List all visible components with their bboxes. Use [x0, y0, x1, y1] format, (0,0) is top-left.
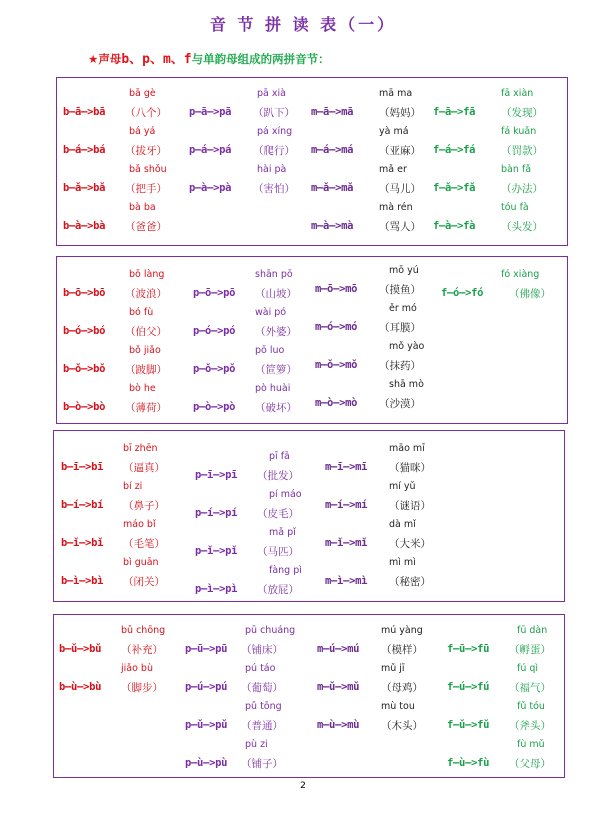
pinyin-label: pù zi	[245, 739, 268, 750]
example-word: （抹药）	[379, 360, 421, 372]
example-word: （发现）	[501, 107, 543, 119]
spelling-formula: p—ó—>pó	[193, 325, 236, 337]
pinyin-label: tóu fà	[501, 202, 529, 213]
example-word: （葡萄）	[241, 682, 283, 694]
page-number: 2	[300, 781, 306, 791]
spelling-formula: b—ī—>bī	[61, 461, 104, 473]
pinyin-label: pā xià	[257, 88, 286, 99]
pinyin-label: bō làng	[129, 269, 165, 280]
pinyin-label: fàng pì	[269, 565, 302, 576]
subtitle-initials: b、p、m、f	[121, 52, 192, 67]
pinyin-label: fù mǔ	[517, 739, 545, 750]
pinyin-label: pī fā	[269, 451, 290, 462]
spelling-formula: f—ó—>fó	[441, 287, 484, 299]
example-word: （沙漠）	[379, 398, 421, 410]
example-word: （鼻子）	[123, 500, 165, 512]
example-word: （脚步）	[121, 682, 163, 694]
example-word: （伯父）	[125, 326, 167, 338]
spelling-formula: f—à—>fà	[433, 220, 476, 232]
spelling-formula: p—ǒ—>pǒ	[193, 363, 236, 375]
pinyin-label: bǒ jiǎo	[129, 345, 161, 356]
example-word: （波浪）	[125, 288, 167, 300]
spelling-formula: p—ì—>pì	[195, 583, 238, 595]
spelling-formula: f—ǔ—>fǔ	[447, 719, 490, 731]
pinyin-label: fú qì	[517, 663, 539, 674]
spelling-formula: m—ì—>mì	[325, 575, 368, 587]
example-word: （妈妈）	[379, 107, 421, 119]
example-word: （大米）	[389, 538, 431, 550]
pinyin-label: dà mǐ	[389, 519, 416, 530]
spelling-formula: p—ù—>pù	[185, 757, 228, 769]
spelling-formula: m—í—>mí	[325, 499, 368, 511]
example-word: （跛脚）	[125, 364, 167, 376]
spelling-formula: m—ǔ—>mǔ	[317, 681, 360, 693]
example-word: （爬行）	[253, 145, 295, 157]
example-word: （破坏）	[255, 402, 297, 414]
example-word: （斧头）	[509, 720, 551, 732]
spelling-formula: b—í—>bí	[61, 499, 104, 511]
pinyin-label: mù tou	[381, 701, 415, 712]
pinyin-label: bī zhēn	[123, 443, 158, 454]
pinyin-label: shān pō	[255, 269, 293, 280]
example-word: （外婆）	[255, 326, 297, 338]
example-word: （爸爸）	[125, 221, 167, 233]
example-word: （批发）	[257, 470, 299, 482]
spelling-formula: b—ò—>bò	[63, 401, 106, 413]
example-word: （罚款）	[501, 145, 543, 157]
pinyin-label: pí máo	[269, 489, 302, 500]
example-word: （拔牙）	[125, 145, 167, 157]
pinyin-label: bì guān	[123, 557, 159, 568]
pinyin-label: bā gè	[129, 88, 156, 99]
pinyin-label: pū chuáng	[245, 625, 296, 636]
example-word: （害怕）	[253, 183, 295, 195]
example-word: （父母）	[509, 758, 551, 770]
spelling-formula: m—à—>mà	[311, 220, 354, 232]
example-word: （摸鱼）	[379, 284, 421, 296]
example-word: （亚麻）	[379, 145, 421, 157]
spelling-formula: m—ú—>mú	[317, 643, 360, 655]
example-word: （耳膜）	[379, 322, 421, 334]
spelling-formula: m—ī—>mī	[325, 461, 368, 473]
pinyin-label: pá xíng	[257, 126, 293, 137]
spelling-formula: f—á—>fá	[433, 144, 476, 156]
pinyin-label: bá yá	[129, 126, 156, 137]
example-word: （八个）	[125, 107, 167, 119]
pinyin-label: mǔ jī	[381, 663, 405, 674]
pinyin-label: ěr mó	[389, 303, 417, 314]
spelling-formula: m—ǒ—>mǒ	[315, 359, 358, 371]
example-word: （孵蛋）	[509, 644, 551, 656]
spelling-formula: p—ā—>pā	[189, 106, 232, 118]
spelling-formula: m—ǎ—>mǎ	[311, 182, 354, 194]
example-word: （骂人）	[379, 221, 421, 233]
example-word: （母鸡）	[381, 682, 423, 694]
spelling-formula: p—í—>pí	[195, 507, 238, 519]
spelling-formula: p—ú—>pú	[185, 681, 228, 693]
spelling-formula: b—ó—>bó	[63, 325, 106, 337]
spelling-formula: p—á—>pá	[189, 144, 232, 156]
pinyin-label: mǎ er	[379, 164, 407, 175]
pinyin-label: bó fù	[129, 307, 154, 318]
pinyin-label: mǎ pǐ	[269, 527, 296, 538]
pinyin-label: bà ba	[129, 202, 156, 213]
syllable-table-1	[56, 77, 568, 246]
pinyin-label: máo bǐ	[123, 519, 156, 530]
spelling-formula: m—ó—>mó	[315, 321, 358, 333]
example-word: （闭关）	[123, 576, 165, 588]
example-word: （趴下）	[253, 107, 295, 119]
pinyin-label: mì mì	[389, 557, 416, 568]
pinyin-label: wài pó	[255, 307, 287, 318]
pinyin-label: bǔ chōng	[121, 625, 166, 636]
example-word: （笸箩）	[255, 364, 297, 376]
example-word: （普通）	[241, 720, 283, 732]
spelling-formula: f—ù—>fù	[447, 757, 490, 769]
pinyin-label: yà má	[379, 126, 409, 137]
spelling-formula: b—à—>bà	[63, 220, 106, 232]
pinyin-label: bàn fǎ	[501, 164, 532, 175]
example-word: （毛笔）	[123, 538, 165, 550]
spelling-formula: p—ū—>pū	[185, 643, 228, 655]
example-word: （铺子）	[241, 758, 283, 770]
pinyin-label: hài pà	[257, 164, 287, 175]
pinyin-label: māo mī	[389, 443, 425, 454]
pinyin-label: pú táo	[245, 663, 276, 674]
section-subtitle	[88, 48, 330, 67]
pinyin-label: fǔ tóu	[517, 701, 545, 712]
spelling-formula: b—ì—>bì	[61, 575, 104, 587]
spelling-formula: f—ū—>fū	[447, 643, 490, 655]
pinyin-label: fó xiàng	[501, 269, 540, 280]
example-word: （逼真）	[123, 462, 165, 474]
spelling-formula: b—á—>bá	[63, 144, 106, 156]
page-title: 音 节 拼 读 表（一）	[209, 15, 397, 34]
spelling-formula: m—ā—>mā	[311, 106, 354, 118]
example-word: （马儿）	[379, 183, 421, 195]
subtitle-prefix: 声母	[98, 52, 122, 66]
example-word: （佛像）	[509, 288, 551, 300]
subtitle-suffix: 与单韵母组成的两拼音节：	[191, 52, 330, 66]
pinyin-label: mú yàng	[381, 625, 423, 636]
spelling-formula: f—ǎ—>fǎ	[433, 182, 476, 194]
pinyin-label: bǎ shǒu	[129, 164, 167, 175]
spelling-formula: b—ǎ—>bǎ	[63, 182, 106, 194]
pinyin-label: fá kuǎn	[501, 126, 537, 137]
example-word: （山坡）	[255, 288, 297, 300]
pinyin-label: jiǎo bù	[121, 663, 153, 674]
spelling-formula: p—ǔ—>pǔ	[185, 719, 228, 731]
spelling-formula: m—ǐ—>mǐ	[325, 537, 368, 549]
example-word: （模样）	[381, 644, 423, 656]
spelling-formula: f—ā—>fā	[433, 106, 476, 118]
example-word: （马匹）	[257, 546, 299, 558]
example-word: （把手）	[125, 183, 167, 195]
example-word: （猫咪）	[389, 462, 431, 474]
spelling-formula: b—ǒ—>bǒ	[63, 363, 106, 375]
pinyin-label: pō luo	[255, 345, 285, 356]
example-word: （福气）	[509, 682, 551, 694]
syllable-table-2	[56, 256, 568, 424]
spelling-formula: p—à—>pà	[189, 182, 232, 194]
syllable-table-3	[53, 430, 565, 602]
spelling-formula: m—ō—>mō	[315, 283, 358, 295]
example-word: （头发）	[501, 221, 543, 233]
spelling-formula: p—ǐ—>pǐ	[195, 545, 238, 557]
spelling-formula: m—á—>má	[311, 144, 354, 156]
pinyin-label: fā xiàn	[501, 88, 534, 99]
pinyin-label: pǔ tōng	[245, 701, 282, 712]
spelling-formula: p—ō—>pō	[193, 287, 236, 299]
spelling-formula: b—ō—>bō	[63, 287, 106, 299]
pinyin-label: mǒ yào	[389, 341, 425, 352]
syllable-table-4	[53, 614, 565, 778]
spelling-formula: b—ā—>bā	[63, 106, 106, 118]
pinyin-label: mí yǔ	[389, 481, 416, 492]
pinyin-label: pò huài	[255, 383, 291, 394]
spelling-formula: m—ò—>mò	[315, 397, 358, 409]
pinyin-label: mō yú	[389, 265, 419, 276]
pinyin-label: shā mò	[389, 379, 424, 390]
spelling-formula: b—ǔ—>bǔ	[59, 643, 102, 655]
spelling-formula: p—ī—>pī	[195, 469, 238, 481]
example-word: （铺床）	[241, 644, 283, 656]
pinyin-label: mā ma	[379, 88, 413, 99]
spelling-formula: f—ú—>fú	[447, 681, 490, 693]
example-word: （谜语）	[389, 500, 431, 512]
spelling-formula: m—ù—>mù	[317, 719, 360, 731]
example-word: （办法）	[501, 183, 543, 195]
example-word: （木头）	[381, 720, 423, 732]
spelling-formula: b—ǐ—>bǐ	[61, 537, 104, 549]
star-icon: ★	[88, 52, 99, 66]
pinyin-label: fū dàn	[517, 625, 548, 636]
pinyin-label: bí zi	[123, 481, 143, 492]
example-word: （皮毛）	[257, 508, 299, 520]
example-word: （秘密）	[389, 576, 431, 588]
pinyin-label: bò he	[129, 383, 156, 394]
example-word: （补充）	[121, 644, 163, 656]
spelling-formula: b—ù—>bù	[59, 681, 102, 693]
example-word: （放屁）	[257, 584, 299, 596]
example-word: （薄荷）	[125, 402, 167, 414]
spelling-formula: p—ò—>pò	[193, 401, 236, 413]
pinyin-label: mà rén	[379, 202, 413, 213]
